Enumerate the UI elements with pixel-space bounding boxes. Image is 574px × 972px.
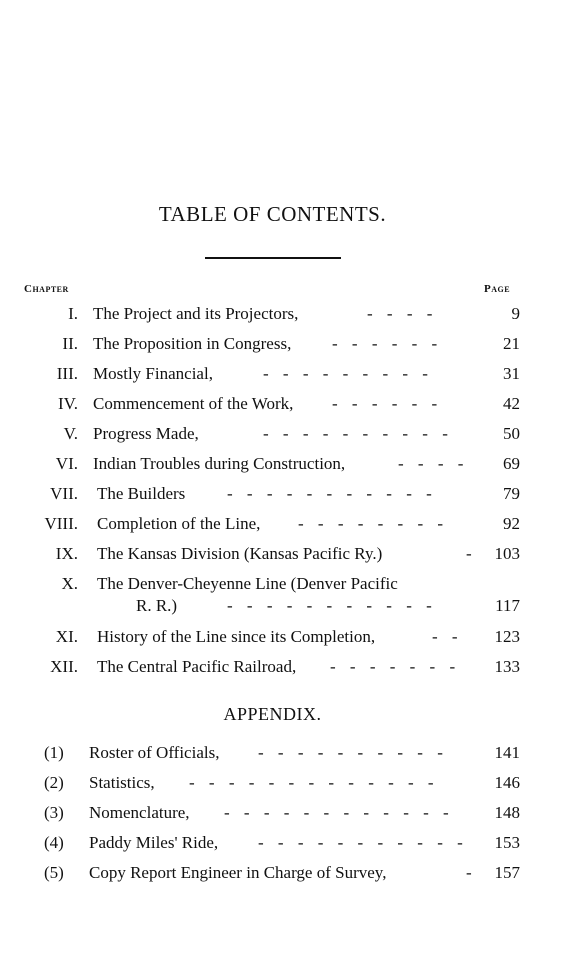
dot-leader: - - - - - - - - - - - - [224, 803, 449, 822]
toc-entry [0, 624, 574, 650]
page-number: 69 [503, 454, 520, 473]
chapter-title: Completion of the Line, [97, 514, 261, 533]
page-number: 79 [503, 484, 520, 503]
chapter-number: III. [56, 364, 78, 383]
toc-entry [0, 511, 574, 537]
dot-leader: - - - - [367, 304, 433, 323]
page-title: TABLE OF CONTENTS. [158, 202, 387, 226]
page-number: 123 [494, 627, 520, 646]
page-number: 141 [494, 743, 520, 762]
dot-leader: - - - - [398, 454, 464, 473]
appendix-title: Paddy Miles' Ride, [89, 833, 219, 852]
toc-entry-continuation [0, 593, 574, 619]
dot-leader: - - - - - - - - - [263, 364, 428, 383]
toc-entry [0, 301, 574, 327]
chapter-title: Commencement of the Work, [93, 394, 294, 413]
appendix-number: (4) [44, 833, 64, 852]
chapter-number: XI. [55, 627, 78, 646]
page-number: 92 [503, 514, 520, 533]
dot-leader: - - - - - - - - [298, 514, 444, 533]
chapter-column-label: Chapter [24, 283, 69, 295]
dot-leader: - [466, 863, 472, 882]
appendix-title: Copy Report Engineer in Charge of Survey, [89, 863, 387, 882]
appendix-title: Roster of Officials, [89, 743, 220, 762]
chapter-number: II. [62, 334, 78, 353]
chapter-title: History of the Line since its Completion, [97, 627, 376, 646]
appendix-entry [0, 860, 574, 886]
page-number: 21 [503, 334, 520, 353]
appendix-title: Statistics, [89, 773, 155, 792]
dot-leader: - - - - - - - - - - [258, 743, 443, 762]
page-number: 9 [511, 304, 520, 323]
dot-leader: - - - - - - - [330, 657, 456, 676]
page-number: 31 [503, 364, 520, 383]
chapter-title: Indian Troubles during Construction, [93, 454, 346, 473]
dot-leader: - - - - - - - - - - [263, 424, 448, 443]
dot-leader: - - - - - - - - - - - [227, 596, 432, 615]
page-number: 50 [503, 424, 520, 443]
chapter-title: The Builders [97, 484, 186, 503]
appendix-title: Nomenclature, [89, 803, 190, 822]
page-number: 117 [495, 596, 520, 615]
chapter-title: Progress Made, [93, 424, 199, 443]
page-column-label: Page [484, 283, 511, 295]
page-number: 148 [494, 803, 520, 822]
dot-leader: - - - - - - - - - - - [258, 833, 463, 852]
chapter-title: The Proposition in Congress, [93, 334, 292, 353]
appendix-number: (5) [44, 863, 64, 882]
chapter-number: X. [61, 574, 78, 593]
chapter-number: VII. [50, 484, 78, 503]
toc-entry [0, 421, 574, 447]
toc-entry [0, 331, 574, 357]
dot-leader: - - - - - - [332, 394, 438, 413]
chapter-title: The Project and its Projectors, [93, 304, 299, 323]
chapter-title: The Central Pacific Railroad, [97, 657, 297, 676]
appendix-entry [0, 740, 574, 766]
appendix-number: (3) [44, 803, 64, 822]
chapter-number: VIII. [44, 514, 78, 533]
toc-entry [0, 361, 574, 387]
chapter-title: R. R.) [136, 596, 178, 615]
chapter-number: IX. [55, 544, 78, 563]
chapter-title: Mostly Financial, [93, 364, 213, 383]
toc-entry [0, 541, 574, 567]
title-rule [205, 257, 341, 259]
toc-entry [0, 451, 574, 477]
appendix-heading: APPENDIX. [223, 704, 322, 724]
toc-entry [0, 654, 574, 680]
dot-leader: - - - - - - - - - - - [227, 484, 432, 503]
appendix-number: (2) [44, 773, 64, 792]
page-number: 42 [503, 394, 520, 413]
dot-leader: - - - - - - - - - - - - - [189, 773, 434, 792]
chapter-title: The Kansas Division (Kansas Pacific Ry.) [97, 544, 383, 563]
appendix-entry [0, 830, 574, 856]
page-number: 133 [494, 657, 520, 676]
chapter-number: VI. [55, 454, 78, 473]
chapter-number: IV. [58, 394, 78, 413]
page-number: 146 [494, 773, 520, 792]
chapter-number: V. [63, 424, 78, 443]
dot-leader: - - - - - - [332, 334, 438, 353]
chapter-number: I. [68, 304, 78, 323]
appendix-entry [0, 800, 574, 826]
page-number: 153 [494, 833, 520, 852]
appendix-entry [0, 770, 574, 796]
dot-leader: - [466, 544, 472, 563]
toc-entry [0, 391, 574, 417]
dot-leader: - - [432, 627, 458, 646]
page-number: 103 [494, 544, 520, 563]
chapter-title: The Denver-Cheyenne Line (Denver Pacific [97, 574, 398, 593]
appendix-number: (1) [44, 743, 64, 762]
page-number: 157 [494, 863, 520, 882]
toc-entry [0, 481, 574, 507]
chapter-number: XII. [50, 657, 78, 676]
